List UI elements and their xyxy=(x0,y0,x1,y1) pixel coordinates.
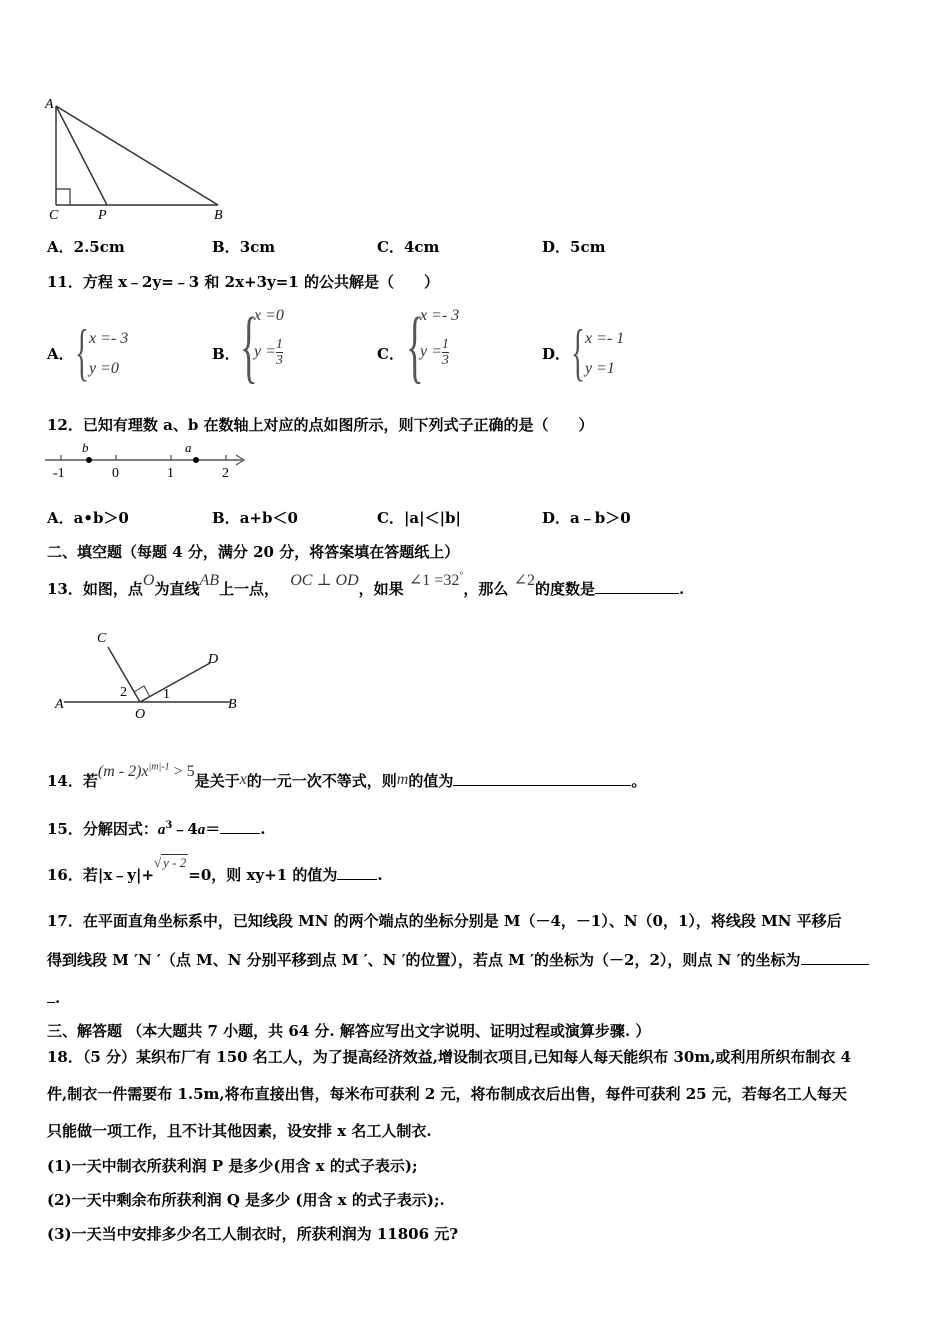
q14-answer-blank[interactable] xyxy=(453,771,631,786)
q12-option-a: A．a•b＞0 xyxy=(47,509,129,527)
point-b-label: b xyxy=(82,440,89,455)
point-b xyxy=(86,457,92,463)
vertex-p-label: P xyxy=(98,208,107,222)
vertex-b-label: B xyxy=(214,208,223,222)
q12-option-b: B．a+b＜0 xyxy=(212,509,298,527)
q17-answer-blank[interactable] xyxy=(801,950,869,965)
q11-option-a-brace: { xyxy=(75,316,89,387)
q14-stem: 14．若$(m - 2)x^{|m|-1} > 5$是关于x的一元一次不等式，则m的值为 。 xyxy=(47,761,647,790)
q18-line-2: 件,制衣一件需要布 1.5m,将布直接出售，每米布可获利 2 元，将布制成衣后出售，每件可获利 25 元，若每名工人每天 xyxy=(47,1085,847,1103)
q13-stem: 13．如图，点O为直线AB上一点， OC ⊥ OD，如果 ∠1 =32°，那么 ∠2的度数是 . xyxy=(47,570,685,598)
q12-option-c: C．|a|＜|b| xyxy=(377,509,461,527)
angle-2-label: 2 xyxy=(120,685,127,700)
q11-option-c-line2: y = $\frac{1}{3}$ xyxy=(420,337,449,368)
q16-stem: 16．若|x﹣y|+√ y - 2=0，则 xy+1 的值为 . xyxy=(47,855,383,884)
q12-stem: 12．已知有理数 a、b 在数轴上对应的点如图所示，则下列式子正确的是（ ） xyxy=(47,416,594,434)
triangle-figure xyxy=(40,92,240,222)
q18-line-1: 18．（5 分）某织布厂有 150 名工人，为了提高经济效益,增设制衣项目,已知每人每天能织布 30m,或利用所织布制衣 4 xyxy=(47,1048,852,1066)
q16-radical: √ y - 2 xyxy=(154,855,187,870)
angle-figure xyxy=(50,625,250,720)
q11-option-c-letter: C． xyxy=(377,345,404,363)
section-2-heading: 二、填空题（每题 4 分，满分 20 分，将答案填在答题纸上） xyxy=(47,543,460,561)
tick-label: -1 xyxy=(53,466,65,481)
vertex-a-label: A xyxy=(45,97,54,112)
q11-option-a-line1: x =- 3 xyxy=(89,330,129,347)
tick-label: 2 xyxy=(222,466,229,481)
q11-stem: 11．方程 x﹣2y=﹣3 和 2x+3y=1 的公共解是（ ） xyxy=(47,273,439,291)
q13-answer-blank[interactable] xyxy=(595,579,679,594)
q10-option-b: B．3cm xyxy=(212,238,276,256)
point-d-label: D xyxy=(208,652,219,667)
q15-answer-blank[interactable] xyxy=(220,819,260,834)
q11-option-b-brace: { xyxy=(240,300,258,391)
point-a-label: a xyxy=(185,440,192,455)
q12-option-d: D．a﹣b＞0 xyxy=(542,509,631,527)
angle-1-label: 1 xyxy=(163,687,170,702)
q18-subquestion-2: (2)一天中剩余布所获利润 Q 是多少 (用含 x 的式子表示);. xyxy=(47,1191,445,1209)
q15-stem: 15．分解因式：$a^3﹣4a=$ . xyxy=(47,820,266,838)
q16-answer-blank[interactable] xyxy=(337,865,377,880)
q11-option-c-line1: x =- 3 xyxy=(420,307,460,324)
point-a xyxy=(193,457,199,463)
q18-subquestion-1: (1)一天中制衣所获利润 P 是多少(用含 x 的式子表示); xyxy=(47,1157,418,1175)
q11-option-a-letter: A． xyxy=(47,345,74,363)
q11-option-c-brace: { xyxy=(406,300,424,391)
point-a-label: A xyxy=(55,697,64,712)
tick-label: 1 xyxy=(167,466,174,481)
section-3-heading: 三、解答题 （本大题共 7 小题，共 64 分. 解答应写出文字说明、证明过程或演算步骤. ） xyxy=(47,1022,651,1040)
point-b-label: B xyxy=(228,697,237,712)
q10-option-a: A．2.5cm xyxy=(47,238,125,256)
q17-line-3: . xyxy=(47,988,60,1007)
point-o-label: O xyxy=(135,707,146,720)
q18-subquestion-3: (3)一天当中安排多少名工人制衣时，所获利润为 11806 元? xyxy=(47,1225,459,1243)
number-line-figure xyxy=(40,438,255,483)
point-c-label: C xyxy=(97,631,107,646)
q17-line-1: 17．在平面直角坐标系中，已知线段 MN 的两个端点的坐标分别是 M（－4，－1）、N（0，1），将线段 MN 平移后 xyxy=(47,912,842,930)
q11-option-b-letter: B． xyxy=(212,345,240,363)
q11-option-a-line2: y =0 xyxy=(89,360,119,377)
q17-answer-blank-cont[interactable] xyxy=(47,988,55,1003)
q11-option-b-line2: y = $\frac{1}{3}$ xyxy=(254,337,283,368)
q10-option-c: C．4cm xyxy=(377,238,440,256)
q17-line-2: 得到线段 M ′N ′（点 M、N 分别平移到点 M ′、N ′的位置），若点 M ′的坐标为（－2，2），则点 N ′的坐标为 xyxy=(47,949,869,970)
q11-option-d-line1: x =- 1 xyxy=(585,330,625,347)
vertex-c-label: C xyxy=(49,208,59,222)
q11-option-d-letter: D． xyxy=(542,345,571,363)
tick-label: 0 xyxy=(112,466,119,481)
q11-option-b-line1: x =0 xyxy=(254,307,284,324)
q10-option-d: D．5cm xyxy=(542,238,606,256)
q11-option-d-line2: y =1 xyxy=(585,360,615,377)
q18-line-3: 只能做一项工作，且不计其他因素，设安排 x 名工人制衣. xyxy=(47,1122,432,1140)
q11-option-d-brace: { xyxy=(571,316,585,387)
